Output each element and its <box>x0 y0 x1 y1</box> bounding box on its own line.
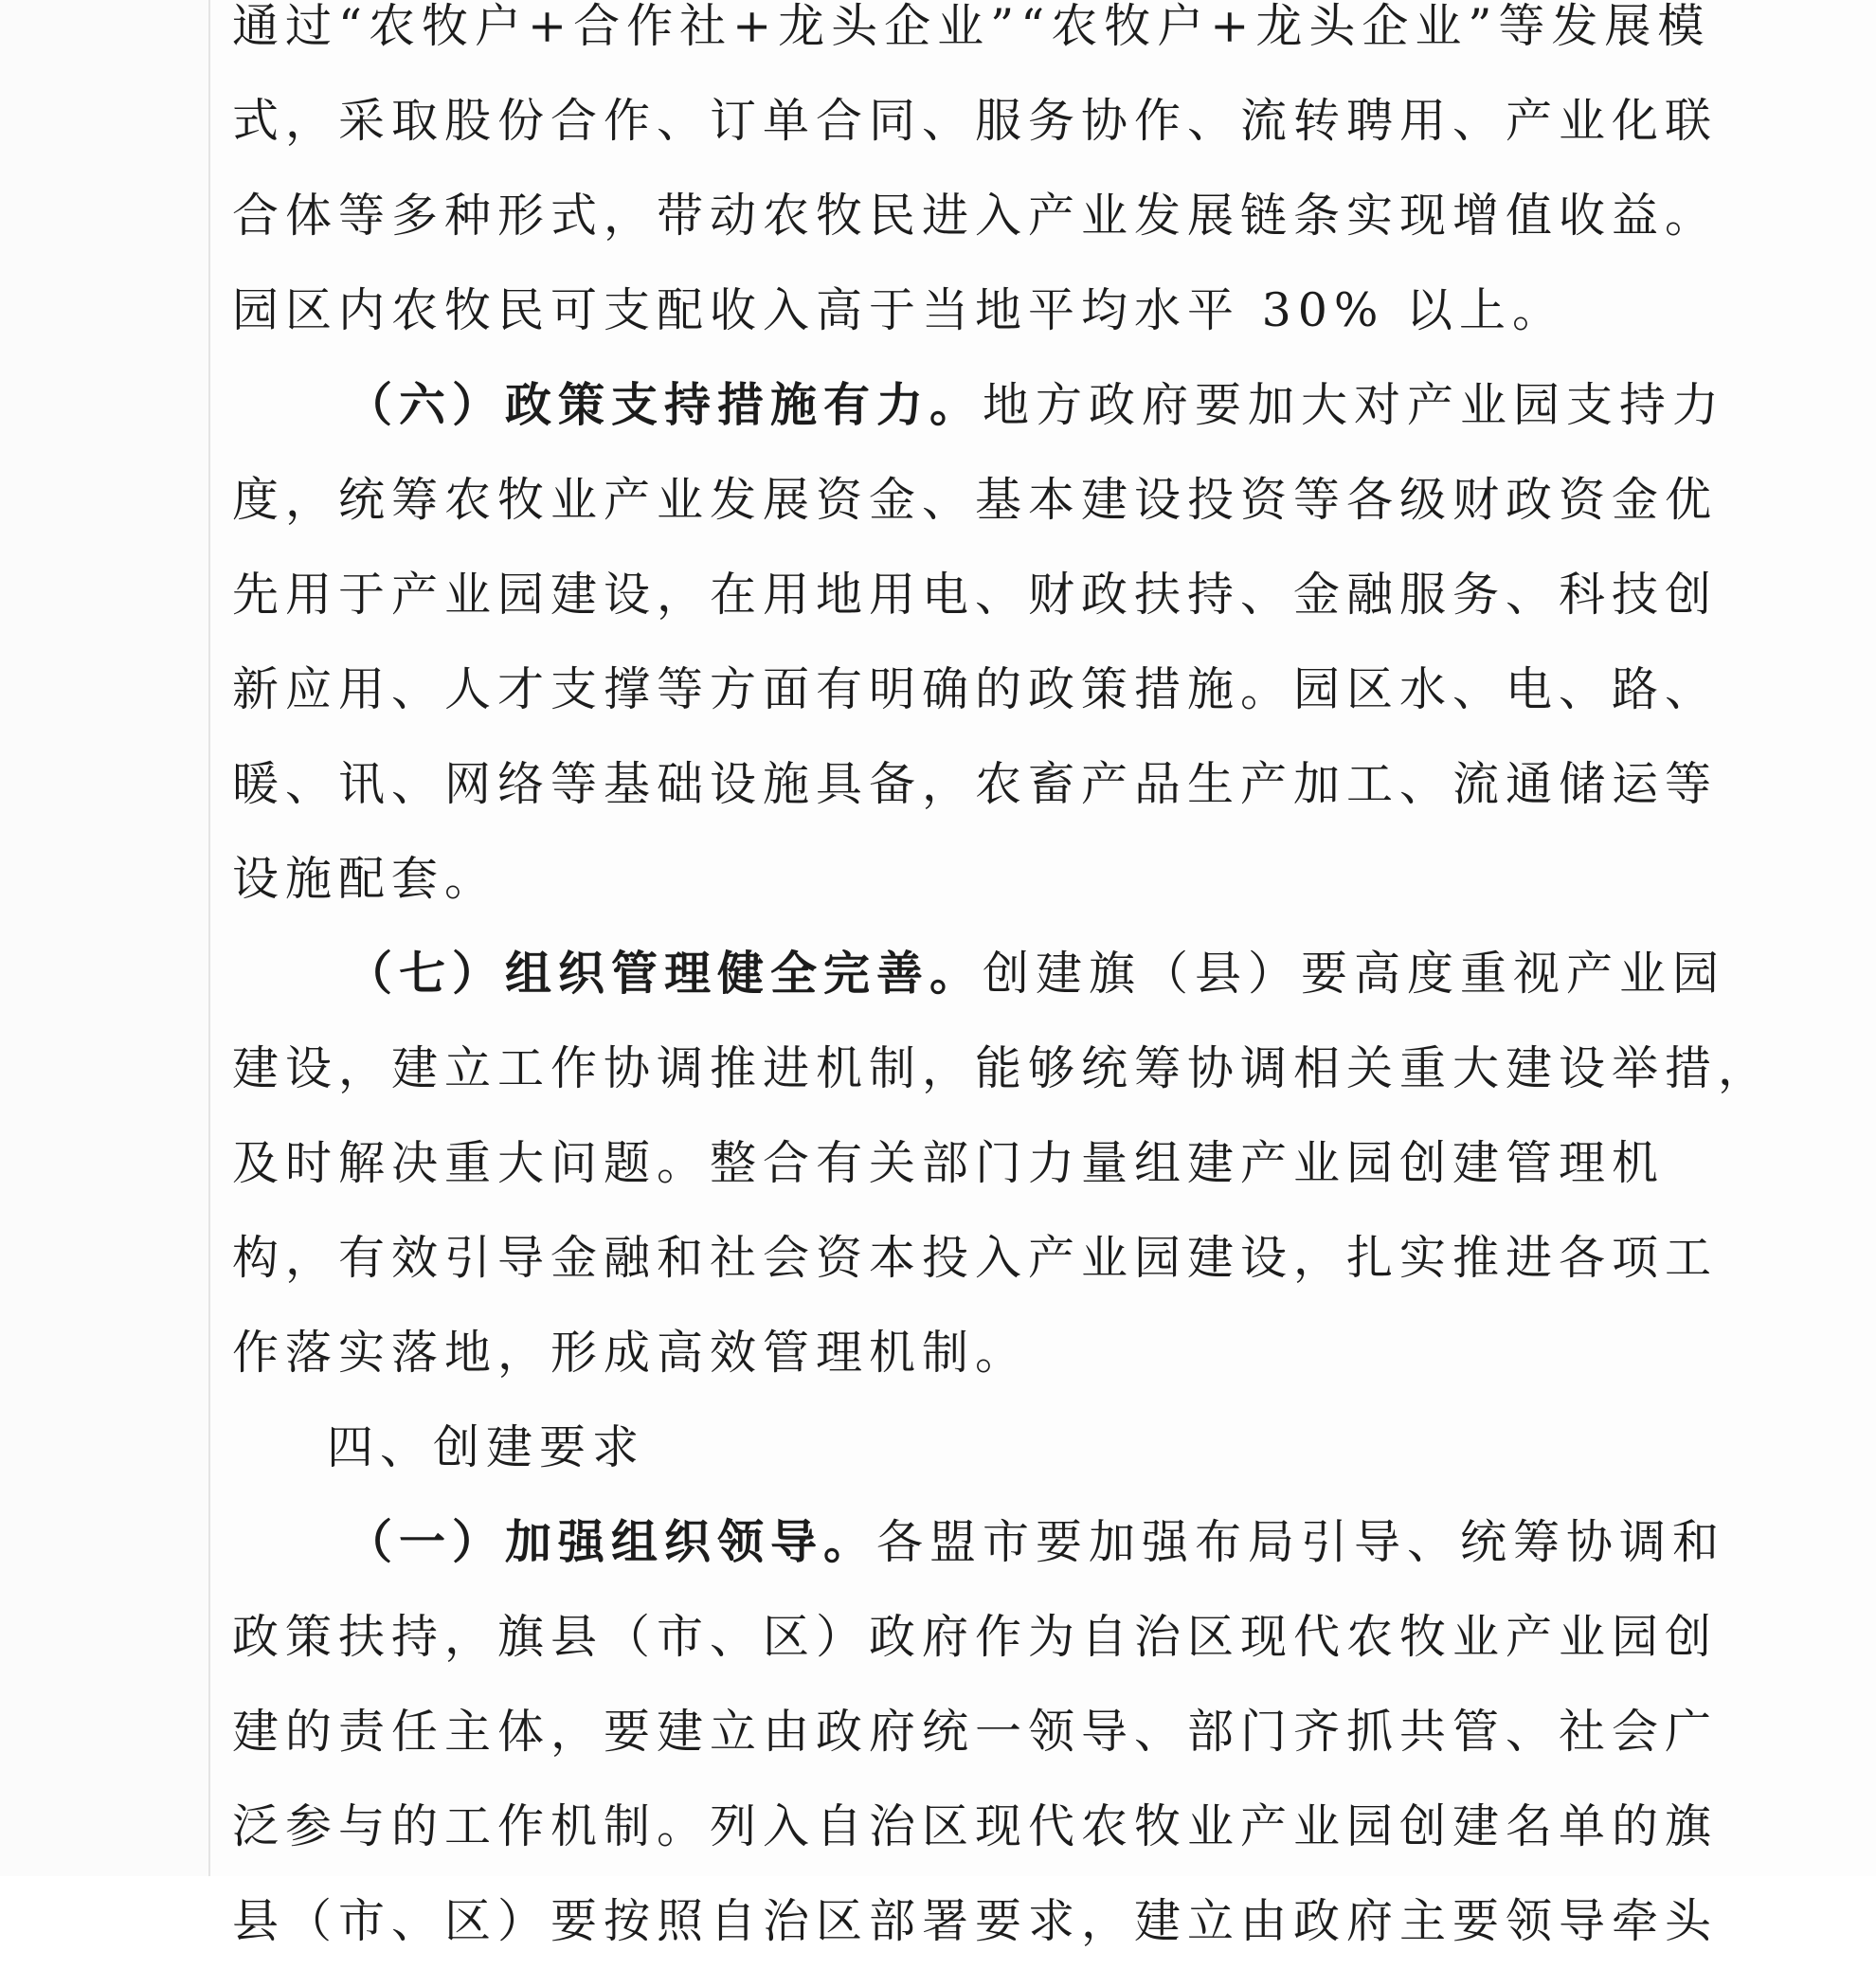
text-line: 政策扶持，旗县（市、区）政府作为自治区现代农牧业产业园创 <box>232 1610 1719 1664</box>
text-line: 泛参与的工作机制。列入自治区现代农牧业产业园创建名单的旗 <box>232 1799 1719 1853</box>
text-line: 新应用、人才支撑等方面有明确的政策措施。园区水、电、路、 <box>232 662 1719 716</box>
document-body <box>232 0 1772 1969</box>
text-line: 式，采取股份合作、订单合同、服务协作、流转聘用、产业化联 <box>232 94 1719 148</box>
text-line: 建设，建立工作协调推进机制，能够统筹协调相关重大建设举措， <box>232 1041 1772 1095</box>
section-4-1-label: （一） <box>346 1515 506 1569</box>
section-4-1-line1-text: 各盟市要加强布局引导、统筹协调和 <box>876 1515 1726 1569</box>
section-4-1-first-line <box>232 1495 1726 1590</box>
scan-edge-line <box>208 0 210 1876</box>
text-line: 构，有效引导金融和社会资本投入产业园建设，扎实推进各项工 <box>232 1231 1719 1285</box>
section-7-line1-text: 创建旗（县）要高度重视产业园 <box>983 947 1726 1001</box>
text-line: 通过“农牧户+合作社+龙头企业”“农牧户+龙头企业”等发展模 <box>232 0 1711 53</box>
text-line: 先用于产业园建设，在用地用电、财政扶持、金融服务、科技创 <box>232 568 1719 622</box>
section-7-first-line <box>232 927 1726 1021</box>
section-6-first-line <box>232 358 1726 453</box>
text-line: 建的责任主体，要建立由政府统一领导、部门齐抓共管、社会广 <box>232 1705 1719 1759</box>
section-7-title: 组织管理健全完善。 <box>505 947 983 1001</box>
text-line: 园区内农牧民可支配收入高于当地平均水平 30% 以上。 <box>232 283 1566 337</box>
section-7-label: （七） <box>346 947 506 1001</box>
text-line: 设施配套。 <box>232 852 498 906</box>
section-6-label: （六） <box>346 378 506 432</box>
text-line: 及时解决重大问题。整合有关部门力量组建产业园创建管理机 <box>232 1136 1666 1190</box>
scan-margin-shade <box>0 0 208 1876</box>
section-6-title: 政策支持措施有力。 <box>505 378 983 432</box>
section-4-1-title: 加强组织领导。 <box>505 1515 877 1569</box>
text-line: 县（市、区）要按照自治区部署要求，建立由政府主要领导牵头 <box>232 1894 1719 1948</box>
text-line: 度，统筹农牧业产业发展资金、基本建设投资等各级财政资金优 <box>232 473 1719 527</box>
text-line: 合体等多种形式，带动农牧民进入产业发展链条实现增值收益。 <box>232 189 1719 243</box>
text-line: 作落实落地，形成高效管理机制。 <box>232 1326 1029 1380</box>
text-line: 暖、讯、网络等基础设施具备，农畜产品生产加工、流通储运等 <box>232 757 1719 811</box>
section-6-line1-text: 地方政府要加大对产业园支持力 <box>983 378 1726 432</box>
section-heading-4: 四、创建要求 <box>327 1420 646 1474</box>
